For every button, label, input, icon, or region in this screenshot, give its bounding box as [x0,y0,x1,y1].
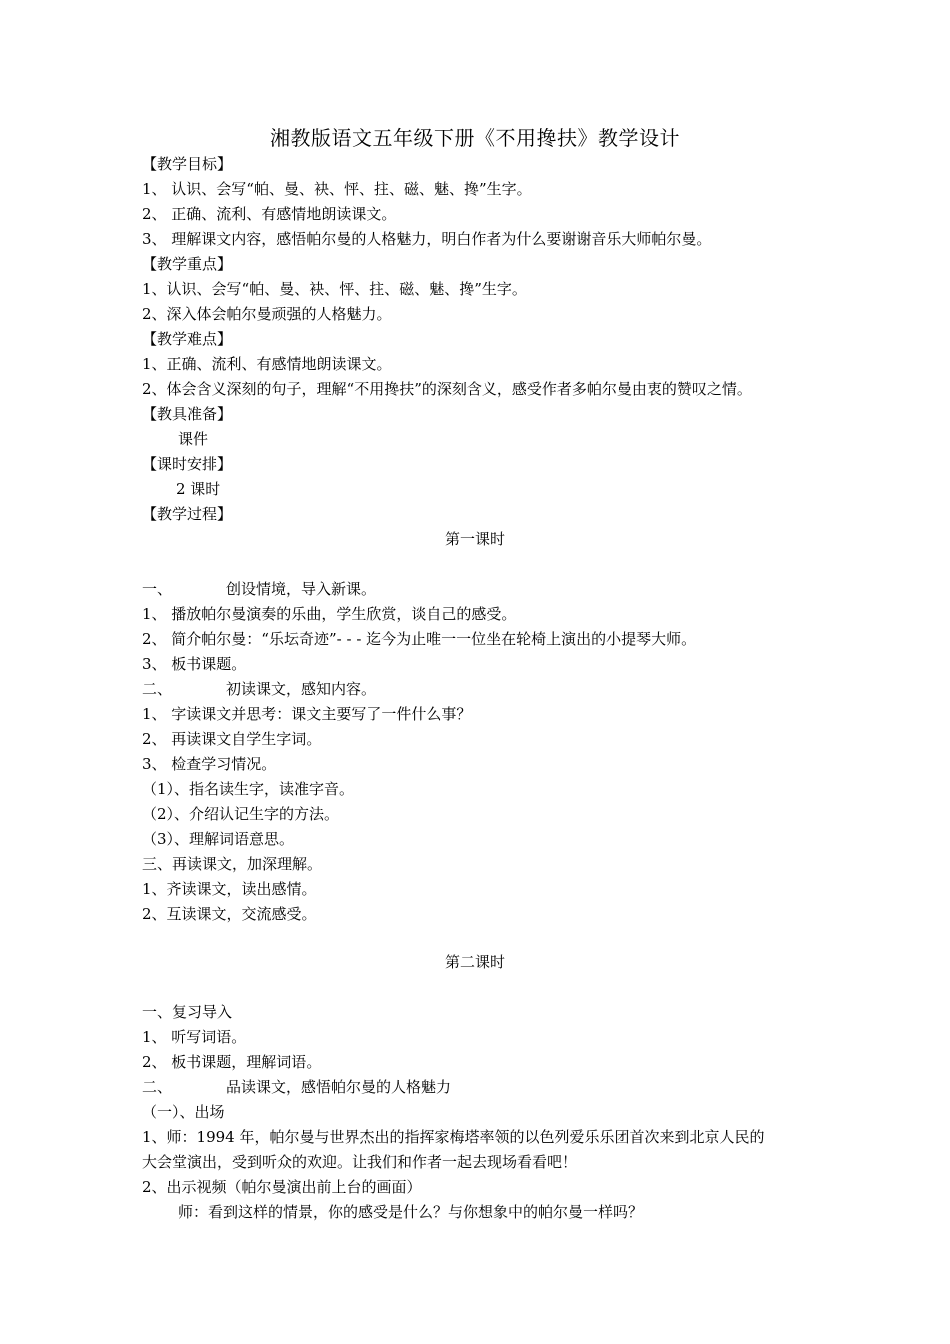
materials-value: 课件 [178,430,209,448]
lesson-one-heading: 第一课时 [444,530,505,548]
document-title: 湘教版语文五年级下册《不用搀扶》教学设计 [270,126,680,150]
part-two-step-2: 2、 再读课文自学生字词。 [142,730,322,748]
part-two-substep-1: （1）、指名读生字，读准字音。 [142,780,355,798]
reading-number: 二、 [142,1078,173,1096]
part-two-text: 初读课文，感知内容。 [226,680,377,698]
part-two-substep-2: （2）、介绍认记生字的方法。 [142,805,340,823]
goal-item-3: 3、 理解课文内容，感悟帕尔曼的人格魅力，明白作者为什么要谢谢音乐大师帕尔曼。 [142,230,712,248]
part-one-heading [142,579,822,599]
part-one-text: 创设情境，导入新课。 [226,580,377,598]
section-heading-difficulties: 【教学难点】 [142,330,233,348]
teacher-question: 师：看到这样的情景，你的感受是什么？与你想象中的帕尔曼一样吗？ [178,1203,644,1221]
key-point-1: 1、认识、会写“帕、曼、袂、怦、拄、磁、魅、搀”生字。 [142,280,527,298]
review-step-2: 2、 板书课题，理解词语。 [142,1053,322,1071]
part-two-substep-3: （3）、理解词语意思。 [142,830,295,848]
video-step: 2、出示视频（帕尔曼演出前上台的画面） [142,1178,422,1196]
part-three-step-2: 2、互读课文，交流感受。 [142,905,317,923]
part-one-step-3: 3、 板书课题。 [142,655,247,673]
key-point-2: 2、深入体会帕尔曼顽强的人格魅力。 [142,305,392,323]
part-two-step-3: 3、 检查学习情况。 [142,755,277,773]
appearance-heading: （一）、出场 [142,1103,225,1121]
section-heading-schedule: 【课时安排】 [142,455,233,473]
part-one-step-2: 2、 简介帕尔曼：“乐坛奇迹”- - - 迄今为止唯一一位坐在轮椅上演出的小提琴大师。 [142,630,697,648]
section-heading-process: 【教学过程】 [142,505,233,523]
part-three-step-1: 1、齐读课文，读出感情。 [142,880,317,898]
teacher-intro-line-2: 大会堂演出，受到听众的欢迎。让我们和作者一起去现场看看吧！ [142,1153,578,1171]
review-step-1: 1、 听写词语。 [142,1028,247,1046]
part-two-step-1: 1、 字读课文并思考：课文主要写了一件什么事？ [142,705,472,723]
section-heading-key-points: 【教学重点】 [142,255,233,273]
lesson-two-heading: 第二课时 [444,953,505,971]
part-three-heading: 三、再读课文，加深理解。 [142,855,323,873]
part-one-number: 一、 [142,580,173,598]
schedule-value: 2 课时 [176,480,221,498]
part-two-number: 二、 [142,680,173,698]
reading-heading [142,1077,822,1097]
difficulty-1: 1、正确、流利、有感情地朗读课文。 [142,355,392,373]
part-one-step-1: 1、 播放帕尔曼演奏的乐曲，学生欣赏，谈自己的感受。 [142,605,517,623]
goal-item-2: 2、 正确、流利、有感情地朗读课文。 [142,205,397,223]
review-heading: 一、复习导入 [142,1003,233,1021]
part-two-heading [142,679,822,699]
goal-item-1: 1、 认识、会写“帕、曼、袂、怦、拄、磁、魅、搀”生字。 [142,180,532,198]
teacher-intro-line-1: 1、师：1994 年，帕尔曼与世界杰出的指挥家梅塔率领的以色列爱乐乐团首次来到北京人民的 [142,1128,765,1146]
section-heading-goals: 【教学目标】 [142,155,233,173]
section-heading-materials: 【教具准备】 [142,405,233,423]
reading-text: 品读课文，感悟帕尔曼的人格魅力 [226,1078,452,1096]
difficulty-2: 2、体会含义深刻的句子，理解“不用搀扶”的深刻含义，感受作者多帕尔曼由衷的赞叹之情。 [142,380,752,398]
